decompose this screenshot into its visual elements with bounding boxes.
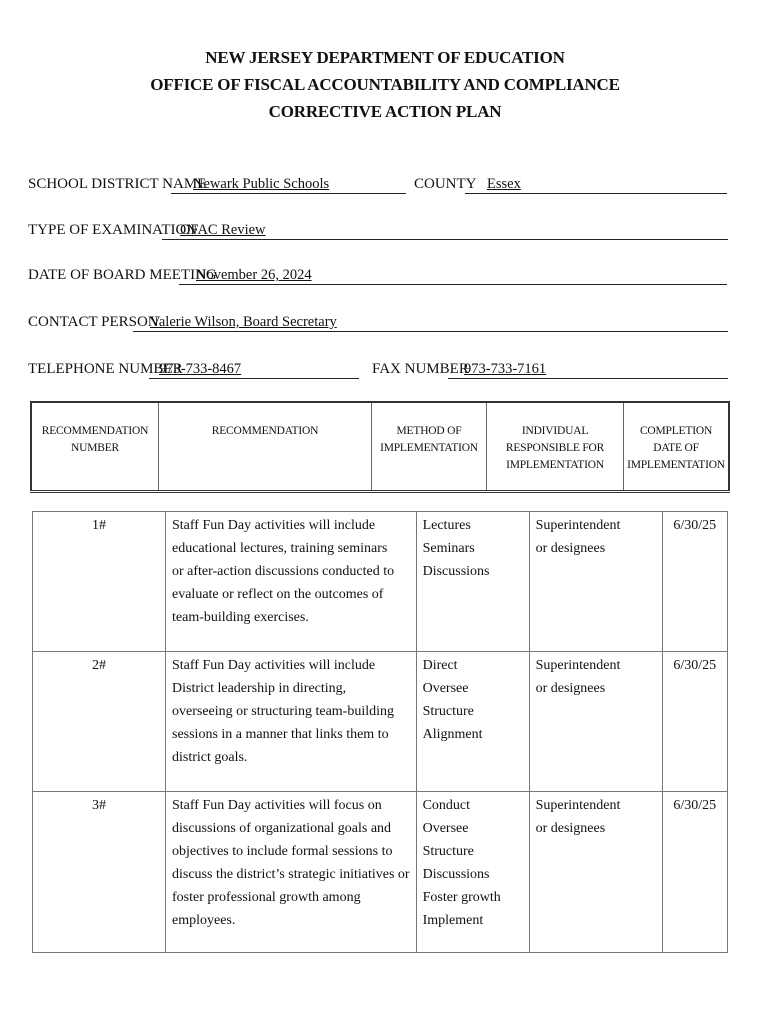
county-field[interactable]: [465, 174, 727, 194]
responsible-cell: Superintendent or designees: [529, 512, 662, 652]
district-value: Newark Public Schools: [193, 176, 330, 192]
plan-table-body: [32, 511, 728, 953]
fax-label: FAX NUMBER: [372, 361, 469, 377]
district-field[interactable]: [171, 174, 406, 194]
exam-row: [28, 220, 728, 240]
contact-label: CONTACT PERSON: [28, 314, 159, 330]
exam-label: TYPE OF EXAMINATION: [28, 222, 198, 238]
col-header-recommendation: RECOMMENDATION: [159, 402, 372, 492]
col-header-completion: COMPLETION DATE OF IMPLEMENTATION: [627, 425, 725, 471]
method-cell: Lectures Seminars Discussions: [416, 512, 529, 652]
col-header-rec-number: RECOMMENDATION NUMBER: [31, 402, 159, 492]
fax-field[interactable]: [448, 359, 728, 379]
phone-field[interactable]: [149, 359, 359, 379]
plan-table-header: [30, 401, 730, 493]
fax-value: 973-733-7161: [464, 361, 547, 377]
district-county-row: [28, 174, 728, 194]
responsible-cell: Superintendent or designees: [529, 792, 662, 953]
completion-date-cell: 6/30/25: [662, 792, 727, 953]
rec-number-cell: 2#: [33, 652, 166, 792]
contact-row: [28, 312, 728, 332]
recommendation-cell: Staff Fun Day activities will include educational lectures, training seminars or after-action discussions conducted to evaluate or reflect on the outcomes of team-building exercises.: [166, 512, 417, 652]
phone-label: TELEPHONE NUMBER: [28, 361, 183, 377]
phone-fax-row: [28, 359, 728, 379]
header-department: NEW JERSEY DEPARTMENT OF EDUCATION: [205, 48, 565, 67]
exam-value: OFAC Review: [180, 222, 266, 238]
contact-field[interactable]: [133, 312, 728, 332]
recommendation-cell: Staff Fun Day activities will include District leadership in directing, overseeing or structuring team-building sessions in a manner that links them to district goals.: [166, 652, 417, 792]
board-meeting-row: [28, 265, 728, 285]
table-row: [33, 792, 728, 953]
table-row: [33, 512, 728, 652]
col-header-method: METHOD OF IMPLEMENTATION: [372, 402, 487, 492]
col-header-responsible: INDIVIDUAL RESPONSIBLE FOR IMPLEMENTATION: [487, 402, 624, 492]
contact-value: Valerie Wilson, Board Secretary: [150, 314, 337, 330]
board-value: November 26, 2024: [196, 267, 312, 283]
board-label: DATE OF BOARD MEETING: [28, 267, 217, 283]
header-plan-title: CORRECTIVE ACTION PLAN: [268, 102, 502, 121]
completion-date-cell: 6/30/25: [662, 652, 727, 792]
county-label: COUNTY: [414, 176, 477, 192]
phone-value: 973-733-8467: [159, 361, 242, 377]
recommendation-cell: Staff Fun Day activities will focus on discussions of organizational goals and objectives to include formal sessions to discuss the district’s strategic initiatives or foster professional growth among employees.: [166, 792, 417, 953]
header-office: OFFICE OF FISCAL ACCOUNTABILITY AND COMPLIANCE: [150, 75, 620, 94]
district-label: SCHOOL DISTRICT NAME: [28, 176, 207, 192]
method-cell: Direct Oversee Structure Alignment: [416, 652, 529, 792]
board-field[interactable]: [179, 265, 727, 285]
document-header: [0, 44, 770, 125]
method-cell: Conduct Oversee Structure Discussions Foster growth Implement: [416, 792, 529, 953]
responsible-cell: Superintendent or designees: [529, 652, 662, 792]
table-row: [33, 652, 728, 792]
completion-date-cell: 6/30/25: [662, 512, 727, 652]
county-value: Essex: [487, 176, 521, 192]
rec-number-cell: 3#: [33, 792, 166, 953]
rec-number-cell: 1#: [33, 512, 166, 652]
exam-field[interactable]: [162, 220, 728, 240]
